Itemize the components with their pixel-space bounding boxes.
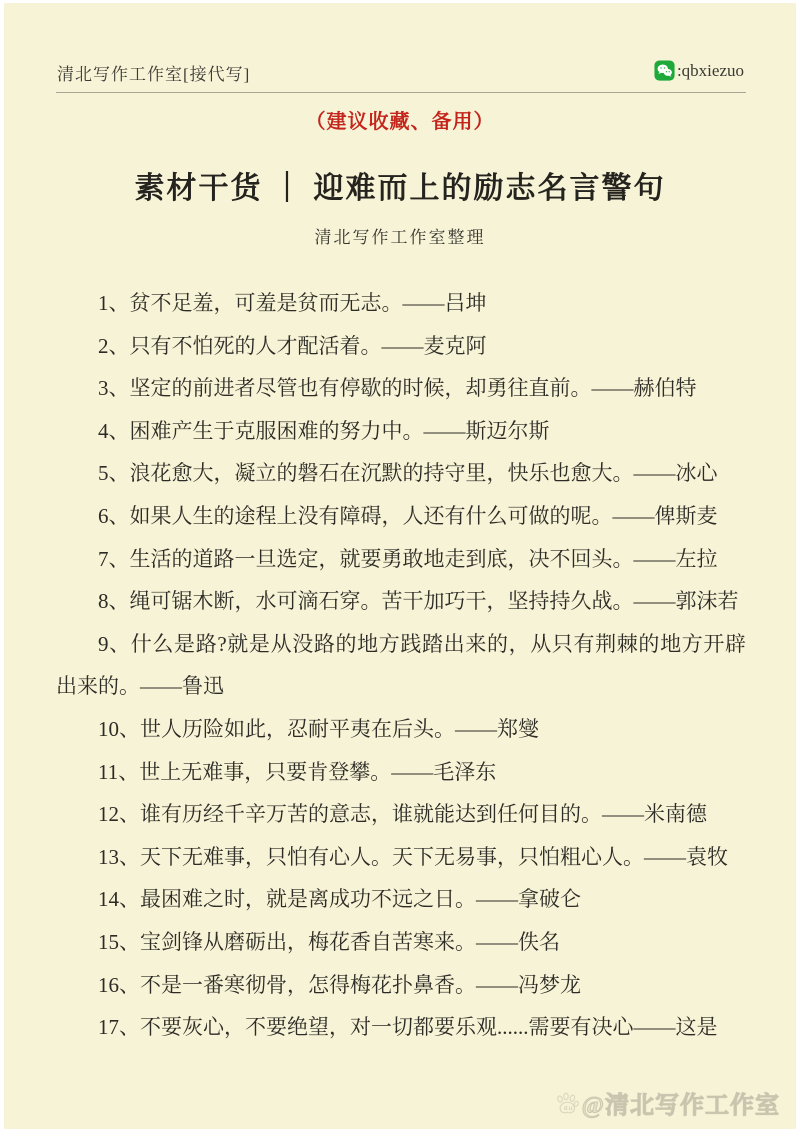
quote-item: 12、谁有历经千辛万苦的意志，谁就能达到任何目的。——米南德 [98,802,707,827]
watermark [554,1085,780,1120]
quote-item: 17、不要灰心，不要绝望，对一切都要乐观......需要有决心——这是 [98,1015,718,1040]
quote-item: 7、生活的道路一旦选定，就要勇敢地走到底，决不回头。——左拉 [98,546,718,571]
quote-item: 10、世人历险如此，忍耐平夷在后头。——郑燮 [98,716,539,741]
quote-item: 5、浪花愈大，凝立的磐石在沉默的持守里，快乐也愈大。——冰心 [98,461,718,486]
quote-item: 1、贫不足羞，可羞是贫而无志。——吕坤 [98,291,487,315]
page-title: 素材干货 ｜ 迎难而上的励志名言警句 [134,172,666,205]
quote-item: 15、宝剑锋从磨砺出，梅花香自苦寒来。——佚名 [98,929,560,954]
quote-item: 11、世上无难事，只要肯登攀。——毛泽东 [98,759,497,784]
paw-icon [554,1090,580,1116]
quote-list [56,282,746,1049]
quote-item: 6、如果人生的途程上没有障碍，人还有什么可做的呢。——俾斯麦 [98,503,718,528]
quote-item: 13、天下无难事，只怕有心人。天下无易事，只怕粗心人。——袁牧 [98,844,728,869]
quote-item: 3、坚定的前进者尽管也有停歇的时候，却勇往直前。——赫伯特 [98,376,697,401]
watermark-text: @清北写作工作室 [581,1093,780,1119]
quote-item: 4、困难产生于克服困难的努力中。——斯迈尔斯 [98,418,550,443]
svg-text:du: du [563,1104,574,1112]
header-divider [56,92,746,93]
header-wechat-contact [654,60,744,81]
header-studio-name: 清北写作工作室[接代写] [57,65,251,84]
wechat-icon [654,60,675,81]
quote-item: 14、最困难之时，就是离成功不远之日。——拿破仑 [98,887,581,912]
quote-item: 9、什么是路?就是从没路的地方践踏出来的，从只有荆棘的地方开辟出来的。——鲁迅 [56,631,746,699]
page-subtitle: 清北写作工作室整理 [314,228,486,247]
header-wechat-id: :qbxiezuo [676,60,744,80]
document-page [4,3,796,1129]
collect-notice: （建议收藏、备用） [305,111,495,133]
quote-item: 16、不是一番寒彻骨，怎得梅花扑鼻香。——冯梦龙 [98,972,581,997]
quote-item: 2、只有不怕死的人才配活着。——麦克阿 [98,333,487,358]
quote-item: 8、绳可锯木断，水可滴石穿。苦干加巧干，坚持持久战。——郭沫若 [98,589,739,614]
